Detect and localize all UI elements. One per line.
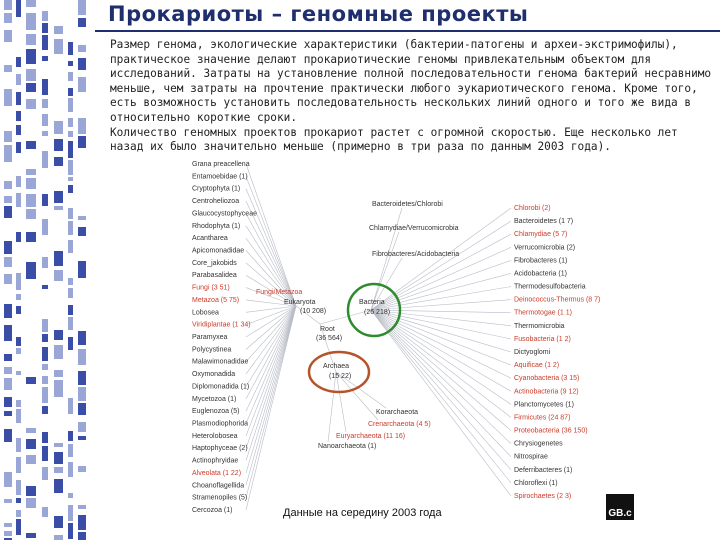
- barcode-band: [78, 261, 86, 278]
- eukaryota-leaf: Actinophryidae: [192, 457, 239, 465]
- chart-caption: Данные на середину 2003 года: [283, 507, 442, 519]
- barcode-band: [54, 206, 63, 210]
- bacteria-leaf: Firmicutes (24 87): [514, 414, 571, 422]
- barcode-band: [4, 397, 12, 407]
- barcode-band: [26, 455, 36, 464]
- barcode-band: [54, 380, 63, 397]
- barcode-band: [68, 208, 73, 219]
- eukaryota-leaf: Cryptophyta (1): [192, 185, 241, 193]
- barcode-band: [16, 142, 21, 153]
- body-text: [110, 38, 714, 155]
- barcode-band: [42, 114, 48, 126]
- eukaryota-leaf: Glaucocystophyceae: [192, 210, 257, 218]
- bacteria-group: Chlamydiae/Verrucomicrobia: [369, 225, 459, 232]
- barcode-band: [54, 452, 63, 464]
- barcode-band: [16, 232, 21, 242]
- barcode-band: [4, 257, 12, 267]
- barcode-band: [16, 0, 21, 17]
- barcode-band: [68, 61, 73, 66]
- barcode-band: [26, 262, 36, 279]
- barcode-band: [26, 486, 36, 496]
- bacteria-leaf-branch: [371, 310, 511, 391]
- barcode-band: [42, 319, 48, 332]
- barcode-band: [42, 432, 48, 443]
- eukaryota-leaf: Oxymonadida: [192, 371, 236, 379]
- barcode-band: [16, 400, 21, 407]
- barcode-band: [16, 498, 21, 503]
- barcode-band: [42, 11, 48, 21]
- bacteria-label: Bacteria: [359, 299, 385, 306]
- barcode-band: [4, 206, 12, 218]
- eukaryota-leaf: Haptophyceae (2): [192, 445, 248, 453]
- barcode-band: [16, 294, 21, 300]
- barcode-band: [42, 507, 48, 517]
- barcode-band: [26, 83, 36, 92]
- barcode-band: [54, 516, 63, 528]
- bacteria-leaf: Nitrospirae: [514, 453, 548, 461]
- barcode-band: [4, 0, 12, 10]
- barcode-band: [78, 371, 86, 385]
- barcode-band: [68, 118, 73, 127]
- barcode-band: [42, 285, 48, 289]
- barcode-band: [78, 77, 86, 92]
- barcode-band: [4, 196, 12, 203]
- barcode-band: [54, 251, 63, 266]
- barcode-band: [54, 121, 63, 134]
- barcode-band: [68, 505, 73, 521]
- barcode-band: [54, 370, 63, 377]
- barcode-band: [78, 227, 86, 236]
- barcode-band: [16, 438, 21, 452]
- eukaryota-leaf: Cercozoa (1): [192, 507, 233, 514]
- barcode-band: [42, 131, 48, 136]
- barcode-band: [16, 457, 21, 473]
- barcode-band: [16, 193, 21, 207]
- barcode-band: [4, 181, 12, 189]
- bacteria-leaf: Thermomicrobia: [514, 322, 565, 330]
- barcode-band: [4, 354, 12, 361]
- eukaryota-leaf-branch: [246, 251, 296, 307]
- bacteria-leaf: Dictyoglomi: [514, 349, 551, 356]
- bacteria-leaf: Planctomycetes (1): [514, 401, 574, 409]
- barcode-band: [4, 411, 12, 416]
- barcode-band: [4, 241, 12, 254]
- bacteria-leaf: Proteobacteria (36 150): [514, 427, 588, 435]
- barcode-band: [68, 160, 73, 175]
- barcode-band: [4, 89, 12, 106]
- barcode-band: [78, 387, 86, 401]
- barcode-band: [26, 377, 36, 384]
- barcode-band: [16, 371, 21, 375]
- barcode-band: [16, 519, 21, 535]
- barcode-band: [54, 157, 63, 166]
- barcode-band: [54, 479, 63, 493]
- barcode-band: [26, 209, 36, 219]
- barcode-band: [26, 194, 36, 207]
- barcode-band: [42, 23, 48, 33]
- barcode-band: [68, 240, 73, 253]
- barcode-decoration: [0, 0, 95, 540]
- eukaryota-leaf: Grana preacellena: [192, 161, 250, 168]
- bacteria-leaf-branch: [371, 310, 511, 417]
- barcode-band: [42, 467, 48, 480]
- barcode-band: [42, 406, 48, 414]
- eukaryota-leaf-branch: [246, 306, 296, 461]
- barcode-band: [42, 219, 48, 235]
- bacteria-leaf: Deferribacteres (1): [514, 466, 573, 474]
- barcode-band: [26, 0, 36, 7]
- barcode-band: [78, 216, 86, 220]
- bacteria-leaf-branch: [371, 310, 511, 378]
- barcode-band: [68, 88, 73, 96]
- eukaryota-leaf: Malawimonadidae: [192, 358, 249, 366]
- barcode-band: [68, 141, 73, 158]
- barcode-band: [26, 99, 36, 109]
- barcode-band: [42, 257, 48, 268]
- barcode-band: [68, 221, 73, 235]
- bacteria-leaf: Verrucomicrobia (2): [514, 244, 576, 252]
- barcode-band: [68, 72, 73, 81]
- barcode-band: [78, 403, 86, 415]
- eukaryota-leaf: Lobosea: [192, 309, 219, 317]
- barcode-band: [68, 462, 73, 477]
- eukaryota-leaf-branch: [246, 306, 296, 424]
- bacteria-leaf: Aquificae (1 2): [514, 362, 560, 370]
- eukaryota-leaf: Metazoa (5 75): [192, 296, 240, 304]
- barcode-band: [42, 387, 48, 403]
- bacteria-leaf: Actinobacteria (9 12): [514, 388, 579, 396]
- eukaryota-leaf: Rhodophyta (1): [192, 222, 241, 230]
- barcode-band: [4, 13, 12, 23]
- barcode-band: [68, 337, 73, 350]
- eukaryota-leaf-branch: [246, 306, 296, 386]
- eukaryota-count: (10 208): [300, 308, 327, 315]
- barcode-band: [26, 69, 36, 81]
- bacteria-leaf: Fibrobacteres (1): [514, 257, 568, 265]
- barcode-band: [54, 139, 63, 151]
- barcode-band: [68, 398, 73, 414]
- barcode-band: [16, 111, 21, 121]
- bacteria-leaf: Fusobacteria (1 2): [514, 335, 571, 343]
- barcode-band: [78, 0, 86, 15]
- bacteria-group-branch: [371, 208, 402, 310]
- barcode-band: [42, 56, 48, 61]
- barcode-band: [78, 422, 86, 432]
- barcode-band: [26, 141, 36, 149]
- slide-title: Прокариоты – геномные проекты: [108, 2, 529, 26]
- barcode-band: [68, 288, 73, 298]
- barcode-band: [4, 274, 12, 284]
- barcode-band: [16, 57, 21, 67]
- barcode-band: [42, 151, 48, 168]
- eukaryota-leaf: Paramyxea: [192, 334, 228, 341]
- barcode-band: [16, 176, 21, 187]
- bacteria-leaf: Chlorobi (2): [514, 205, 551, 212]
- barcode-band: [68, 42, 73, 55]
- eukaryota-leaf: Entamoebidae (1): [192, 173, 248, 181]
- bacteria-leaf: Chloroflexi (1): [514, 479, 558, 487]
- barcode-band: [4, 429, 12, 442]
- barcode-band: [26, 232, 36, 242]
- archaea-count: (15 22): [329, 373, 352, 380]
- eukaryota-leaf: Heterolobosea: [192, 432, 238, 440]
- eukaryota-leaf: Plasmodiophorida: [192, 420, 249, 428]
- barcode-band: [26, 13, 36, 30]
- eukaryota-leaf: Acantharea: [192, 235, 228, 243]
- paragraph-growth: Количество геномных проектов прокариот растет с огромной скоростью. Еще несколько лет назад их было значительно меньше (примерно в три раза по данным 2003 года).: [110, 125, 678, 154]
- barcode-band: [42, 35, 48, 50]
- eukaryota-leaf: Parabasalidea: [192, 272, 237, 280]
- barcode-band: [26, 439, 36, 449]
- eukaryota-leaf-branch: [246, 306, 296, 374]
- barcode-band: [68, 131, 73, 137]
- eukaryota-leaf: Centroheliozoa: [192, 198, 240, 206]
- barcode-band: [78, 436, 86, 440]
- root-label: Root: [320, 326, 335, 333]
- eukaryota-leaf: Stramenopiles (5): [192, 494, 248, 502]
- archaea-sub-leaf: Euryarchaeota (11 16): [336, 433, 406, 440]
- archaea-sub-leaf: Korarchaeota: [376, 409, 419, 416]
- barcode-band: [78, 58, 86, 70]
- bacteria-leaf-branch: [371, 310, 511, 352]
- eukaryota-leaf: Diplomonadida (1): [192, 383, 250, 391]
- barcode-band: [16, 480, 21, 495]
- eukaryota-leaf: Alveolata (1 22): [192, 469, 242, 477]
- barcode-band: [54, 26, 63, 34]
- barcode-band: [78, 505, 86, 509]
- barcode-band: [26, 428, 36, 433]
- barcode-band: [78, 136, 86, 148]
- barcode-band: [78, 118, 86, 134]
- bacteria-leaf: Deinococcus-Thermus (8 7): [514, 296, 601, 304]
- barcode-band: [78, 466, 86, 472]
- barcode-band: [68, 98, 73, 112]
- barcode-band: [4, 378, 12, 390]
- eukaryota-leaf-branch: [246, 306, 296, 498]
- barcode-band: [54, 443, 63, 447]
- barcode-band: [42, 364, 48, 370]
- barcode-band: [26, 49, 36, 64]
- eukaryota-leaf-branch: [246, 306, 296, 436]
- barcode-band: [42, 446, 48, 461]
- fungi-metazoa-label: Fungi/Metazoa: [256, 289, 303, 296]
- barcode-band: [54, 535, 63, 540]
- barcode-band: [4, 145, 12, 162]
- bacteria-leaf: Acidobacteria (1): [514, 270, 567, 278]
- barcode-band: [68, 444, 73, 457]
- barcode-band: [26, 169, 36, 175]
- bacteria-leaf-branch: [371, 221, 511, 310]
- barcode-band: [42, 347, 48, 361]
- eukaryota-leaf: Mycetozoa (1): [192, 395, 237, 403]
- bacteria-leaf-branch: [371, 234, 511, 310]
- eukaryota-leaf-branch: [246, 306, 296, 312]
- barcode-band: [68, 493, 73, 498]
- bacteria-leaf: Thermodesulfobacteria: [514, 283, 586, 291]
- eukaryota-leaf: Choanoflagellida: [192, 482, 245, 490]
- barcode-band: [78, 18, 86, 27]
- barcode-band: [42, 376, 48, 384]
- barcode-band: [54, 39, 63, 54]
- eukaryota-label: Eukaryota: [284, 299, 316, 306]
- archaea-sub-branch: [328, 372, 336, 442]
- barcode-band: [68, 317, 73, 330]
- barcode-band: [16, 125, 21, 135]
- barcode-band: [16, 510, 21, 517]
- barcode-band: [42, 334, 48, 342]
- bacteria-leaf: Chrysiogenetes: [514, 440, 563, 448]
- barcode-band: [68, 177, 73, 181]
- bacteria-leaf: Spirochaetes (2 3): [514, 493, 572, 500]
- barcode-band: [16, 337, 21, 346]
- eukaryota-leaf-branch: [246, 306, 296, 473]
- barcode-band: [68, 278, 73, 285]
- barcode-band: [16, 92, 21, 105]
- barcode-band: [4, 531, 12, 536]
- barcode-band: [54, 330, 63, 340]
- bacteria-leaf-branch: [371, 310, 511, 483]
- barcode-band: [16, 273, 21, 290]
- bacteria-leaf: Thermotogae (1 1): [514, 309, 572, 317]
- archaea-label: Archaea: [323, 363, 350, 370]
- barcode-band: [4, 30, 12, 42]
- barcode-band: [4, 472, 12, 487]
- barcode-band: [4, 367, 12, 374]
- barcode-band: [42, 99, 48, 108]
- barcode-band: [26, 533, 36, 538]
- phylogenetic-tree: [186, 158, 636, 518]
- eukaryota-leaf: Core_jakobids: [192, 259, 237, 267]
- barcode-band: [78, 349, 86, 365]
- bacteria-group: Fibrobacteres/Acidobacteria: [372, 251, 460, 258]
- eukaryota-leaf-branch: [246, 176, 296, 306]
- barcode-band: [26, 178, 36, 189]
- barcode-band: [4, 325, 12, 341]
- bacteria-leaf: Chlamydiae (5 7): [514, 231, 568, 239]
- bacteria-leaf: Cyanobacteria (3 15): [514, 375, 580, 383]
- archaea-sub-leaf: Nanoarchaeota (1): [318, 443, 377, 450]
- barcode-band: [4, 131, 12, 142]
- barcode-band: [78, 45, 86, 52]
- eukaryota-leaf: Viridiplantae (1 34): [192, 321, 251, 329]
- title-underline: [95, 30, 720, 32]
- barcode-band: [54, 345, 63, 359]
- eukaryota-leaf: Apicomonadidae: [192, 247, 245, 255]
- logo: GB.c: [606, 494, 634, 520]
- barcode-band: [68, 431, 73, 441]
- barcode-band: [68, 305, 73, 315]
- bacteria-count: (26 218): [364, 309, 391, 316]
- bacteria-leaf-branch: [371, 208, 511, 310]
- archaea-sub-branch: [336, 372, 346, 432]
- barcode-band: [42, 194, 48, 206]
- barcode-band: [42, 79, 48, 95]
- barcode-band: [26, 498, 36, 508]
- bacteria-leaf-branch: [371, 310, 511, 496]
- barcode-band: [4, 304, 12, 318]
- eukaryota-leaf: Polycystinea: [192, 346, 232, 354]
- barcode-band: [16, 74, 21, 85]
- barcode-band: [16, 409, 21, 423]
- barcode-band: [68, 185, 73, 193]
- barcode-band: [78, 515, 86, 530]
- root-count: (36 564): [316, 335, 343, 342]
- barcode-band: [68, 523, 73, 539]
- barcode-band: [16, 306, 21, 314]
- bacteria-group: Bacteroidetes/Chlorobi: [372, 201, 443, 208]
- barcode-band: [78, 331, 86, 345]
- archaea-highlight-circle: [309, 352, 369, 392]
- bacteria-leaf: Bacteroidetes (1 7): [514, 218, 574, 226]
- barcode-band: [26, 34, 36, 45]
- paragraph-genome-projects: Размер генома, экологические характеристики (бактерии-патогены и археи-экстримофилы), практическое значение делают прокариотические геномы привлекательным объектом для исследований. Затраты на установление полной последовательности генома бактерий несравнимо меньше, чем затраты на прочтение практически любого эукариотического генома. Кроме того, есть возможность установить последовательность нескольких линий одного и того же вида в относительно короткие сроки.: [110, 38, 712, 124]
- eukaryota-leaf: Fungi (3 51): [192, 284, 230, 292]
- barcode-band: [4, 65, 12, 72]
- barcode-band: [4, 523, 12, 527]
- barcode-band: [54, 191, 63, 203]
- barcode-band: [54, 467, 63, 473]
- barcode-band: [78, 532, 86, 540]
- eukaryota-leaf: Euglenozoa (5): [192, 408, 240, 416]
- barcode-band: [54, 270, 63, 281]
- archaea-sub-leaf: Crenarchaeota (4 5): [368, 421, 431, 428]
- eukaryota-leaf-branch: [246, 306, 296, 510]
- eukaryota-leaf-branch: [246, 306, 296, 399]
- barcode-band: [16, 348, 21, 354]
- bacteria-leaf-branch: [371, 260, 511, 310]
- barcode-band: [4, 499, 12, 503]
